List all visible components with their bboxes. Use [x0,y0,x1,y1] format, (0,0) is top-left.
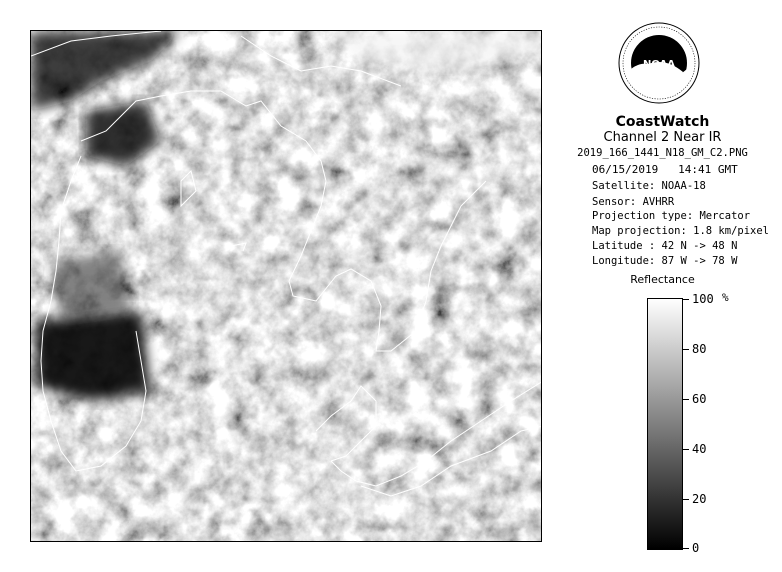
satellite-image [30,30,542,542]
sensor-label: Sensor: AVHRR [592,196,675,208]
colorbar-title: Reflectance [630,273,695,286]
colorbar-tick-label: 20 [692,492,707,506]
colorbar-tick [683,349,689,350]
date-value: 06/15/2019 [592,163,659,176]
colorbar-tick [683,449,689,450]
dark-region-lake-michigan [36,311,151,401]
colorbar-tick [683,499,689,500]
colorbar-tick-label: 80 [692,342,707,356]
channel-label: Channel 2 Near IR [603,130,722,145]
colorbar-tick-label: 100 [692,292,714,306]
satellite-label: Satellite: NOAA-18 [592,180,706,192]
dark-region-west [51,251,131,321]
colorbar-tick-label: 40 [692,442,707,456]
filename-label: 2019_166_1441_N18_GM_C2.PNG [577,147,748,159]
projection-type-label: Projection type: Mercator [592,210,751,222]
colorbar-tick-label: 60 [692,392,707,406]
logo-wordmark: NOAA [642,59,676,70]
time-value: 14:41 GMT [678,163,738,176]
colorbar-tick [683,299,689,300]
colorbar-tick [683,399,689,400]
colorbar-unit: % [722,291,729,304]
reflectance-colorbar [647,298,683,550]
noaa-logo [618,22,700,104]
brand-title: CoastWatch [615,114,710,130]
datetime-label [592,163,738,176]
latitude-label: Latitude : 42 N -> 48 N [592,240,738,252]
longitude-label: Longitude: 87 W -> 78 W [592,255,738,267]
map-projection-label: Map projection: 1.8 km/pixel [592,225,770,237]
colorbar-tick [683,548,689,549]
satellite-image-canvas [31,31,542,542]
colorbar-tick-label: 0 [692,541,700,555]
